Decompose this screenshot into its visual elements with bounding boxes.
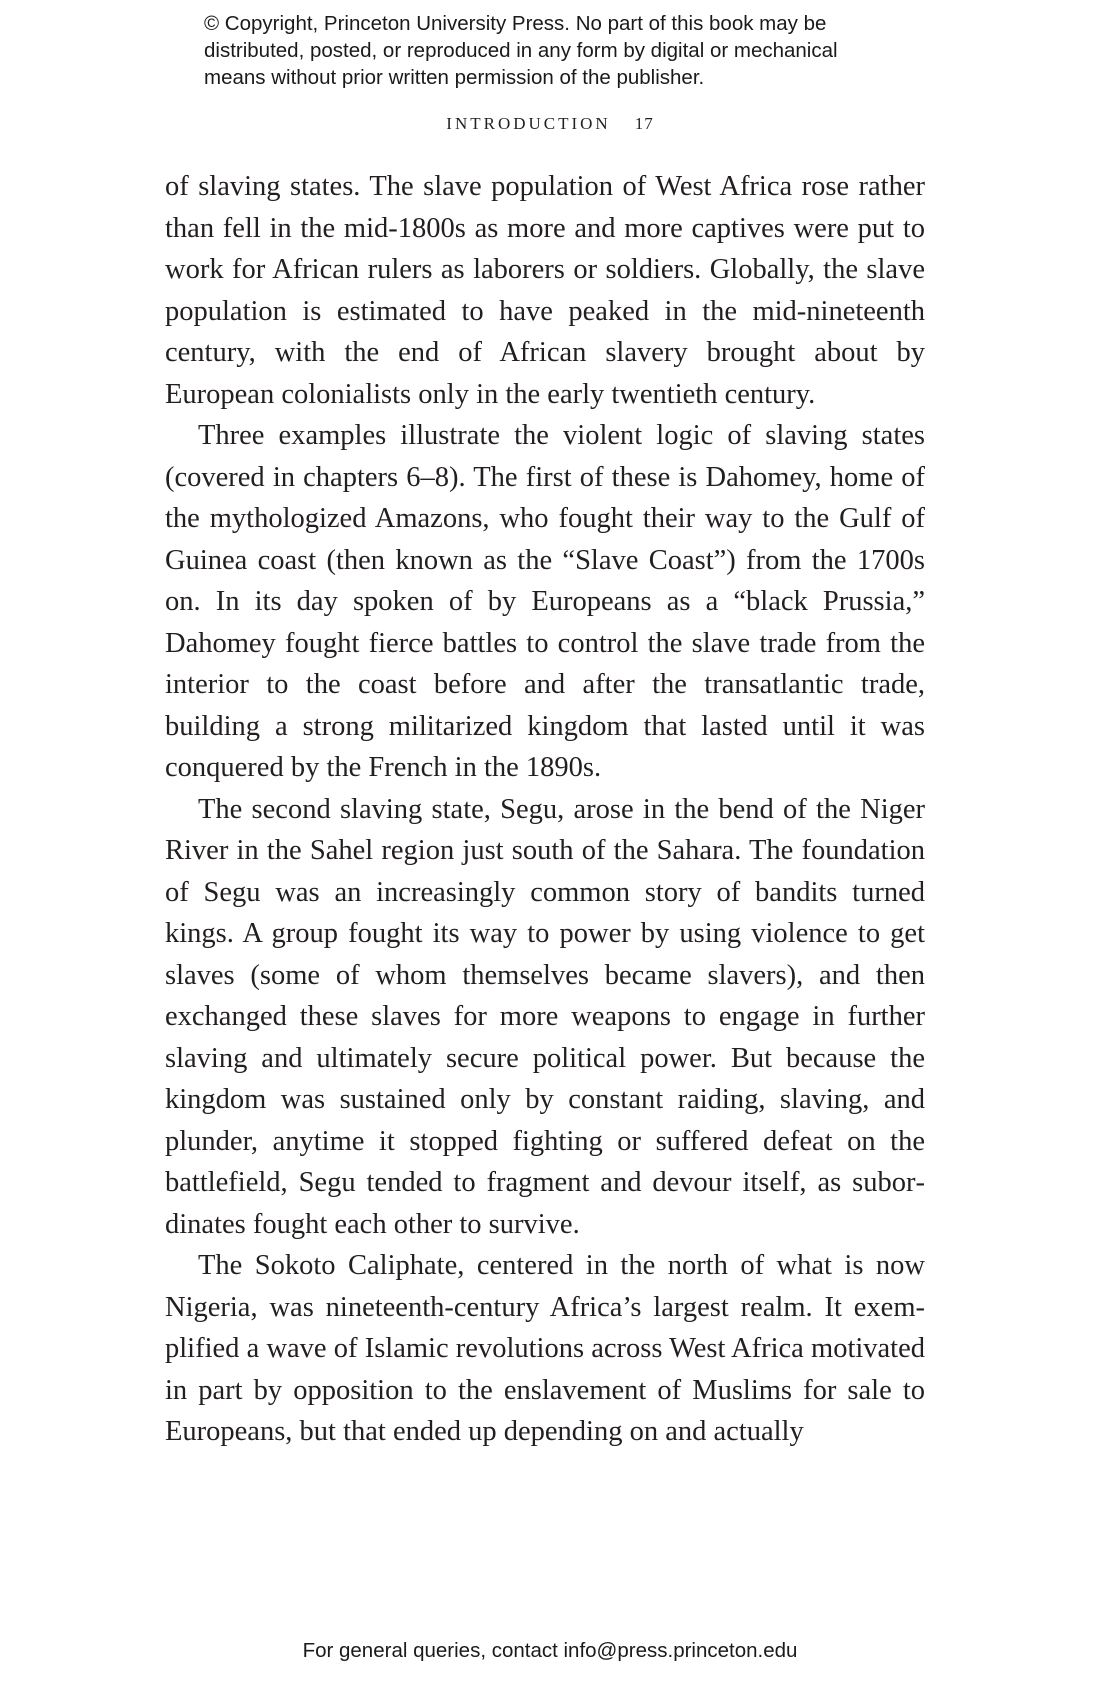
copyright-line: means without prior written permission of the publisher. [204, 66, 705, 89]
running-head [0, 114, 1100, 134]
copyright-line: distributed, posted, or reproduced in any form by digital or mechanical [204, 39, 838, 62]
page-number: 17 [634, 114, 654, 133]
paragraph: The second slaving state, Segu, arose in the bend of the Niger River in the Sahel region just south of the Sahara. The foundation of Segu was an increasingly common story of bandits turned kings. A group fought its way to power by using violence to get slaves (some of whom themselves became slavers), and then exchanged these slaves for more weapons to engage in further slaving and ultimately secure political power. But because the kingdom was sustained only by constant raiding, slaving, and plunder, anytime it stopped fighting or suffered defeat on the battlefield, Segu tended to fragment and devour itself, as subordinates fought each other to survive. [165, 793, 925, 1240]
paragraph: The Sokoto Caliphate, centered in the north of what is now Nigeria, was nineteenth-century Africa’s largest realm. It exemplified a wave of Islamic revolutions across West Africa motivated in part by opposition to the enslavement of Muslims for sale to Europeans, but that ended up depending on and actually [165, 1250, 925, 1447]
body-text [165, 166, 925, 1453]
copyright-line: © Copyright, Princeton University Press. No part of this book may be [204, 12, 827, 35]
paragraph: of slaving states. The slave population of West Africa rose rather than fell in the mid-1800s as more and more captives were put to work for African rulers as laborers or soldiers. Globally, the slave population is estimated to have peaked in the mid-nineteenth century, with the end of African slavery brought about by European colonialists only in the early twentieth century. [165, 171, 925, 410]
footer-contact: For general queries, contact info@press.princeton.edu [302, 1639, 798, 1662]
copyright-notice [204, 10, 964, 91]
paragraph: Three examples illustrate the violent logic of slaving states (covered in chapters 6–8). The first of these is Dahomey, home of the mythologized Amazons, who fought their way to the Gulf of Guinea coast (then known as the “Slave Coast”) from the 1700s on. In its day spoken of by Europeans as a “black Prussia,” Dahomey fought fierce battles to control the slave trade from the interior to the coast before and after the transatlantic trade, building a strong militarized kingdom that lasted until it was conquered by the French in the 1890s. [165, 420, 925, 783]
running-head-title: INTRODUCTION [446, 114, 611, 133]
